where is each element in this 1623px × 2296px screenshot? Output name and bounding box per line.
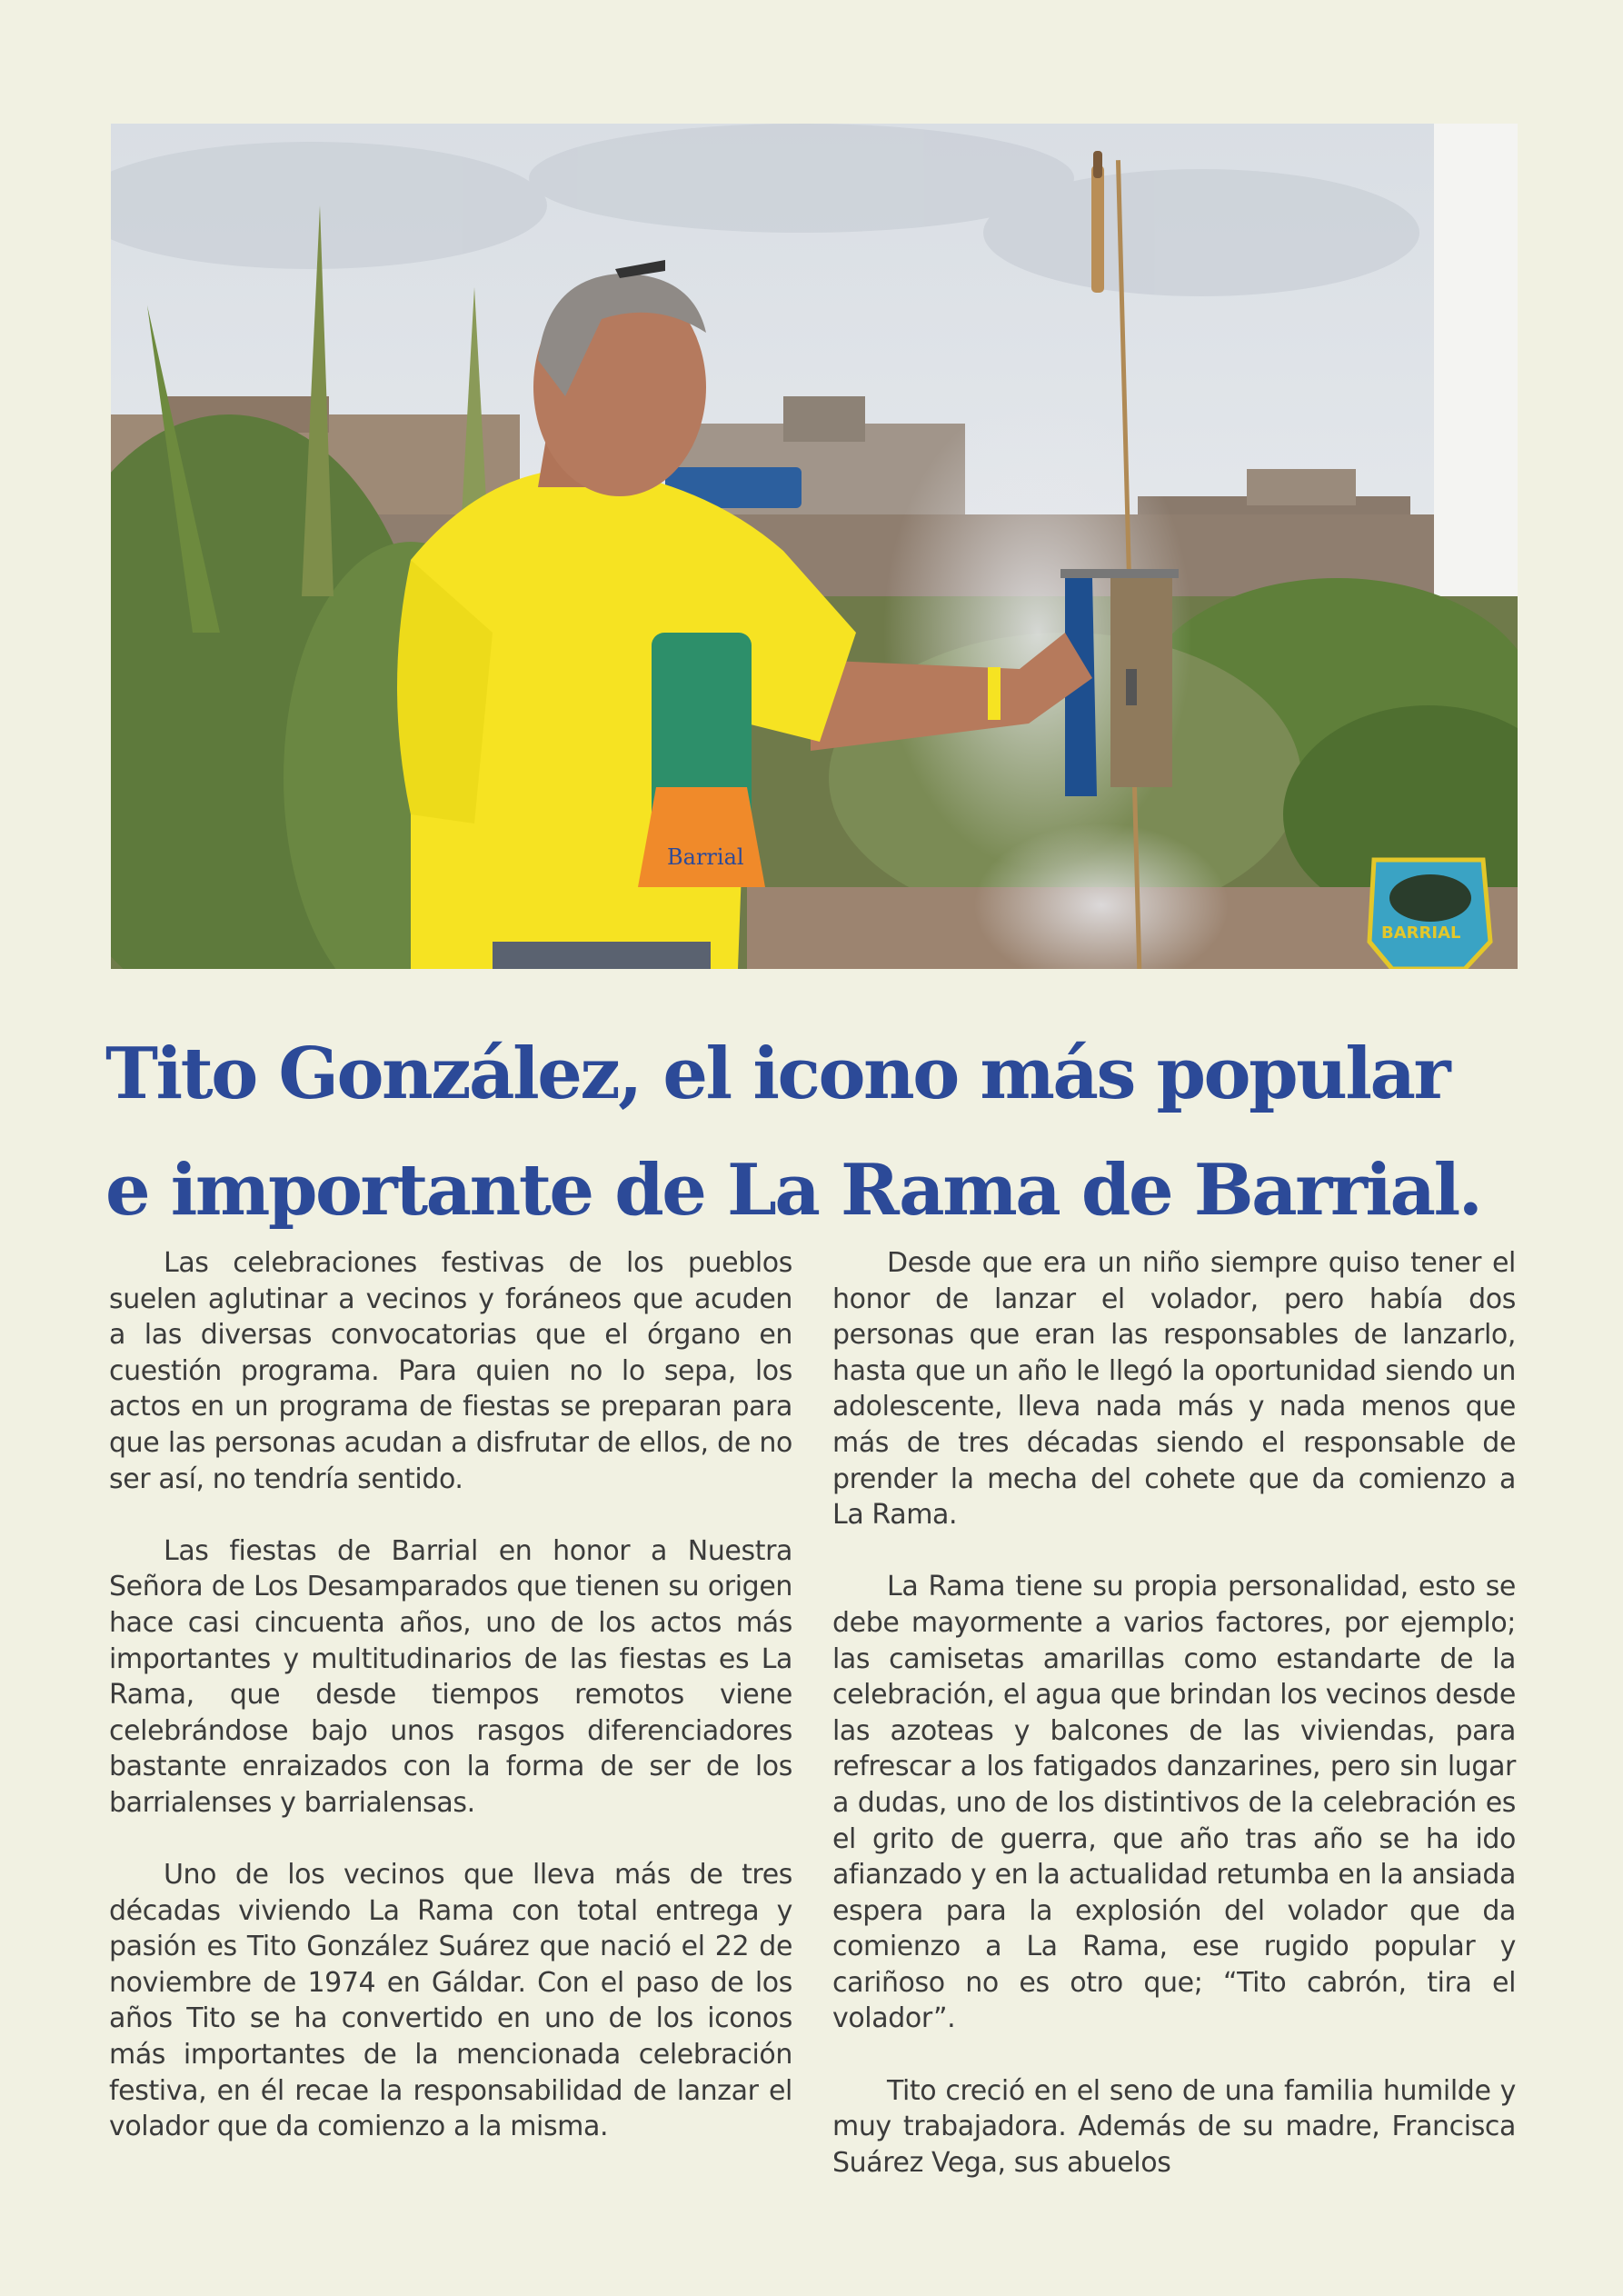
paragraph: Las celebraciones festivas de los pueblos suelen aglutinar a vecinos y foráneos que acuden a las diversas convocatorias que el órgano en cuestión programa. Para quien no lo sepa, los actos en un programa de fiestas se preparan para que las personas acudan a disfrutar de ellos, de no ser así, no tendría sentido. bbox=[109, 1247, 792, 1495]
hero-photo bbox=[111, 124, 1518, 969]
paragraph: Las fiestas de Barrial en honor a Nuestra Señora de Los Desamparados que tienen su origen hace casi cincuenta años, uno de los actos más importantes y multitudinarios de las fiestas es La Rama, que desde tiempos remotos viene celebrándose bajo unos rasgos diferenciadores bastante enraizados con la forma de ser de los barrialenses y barrialensas. bbox=[109, 1534, 792, 1819]
title-line-2: e importante de La Rama de Barrial. bbox=[105, 1149, 1481, 1232]
right-column bbox=[832, 1245, 1516, 2181]
paragraph: Uno de los vecinos que lleva más de tres décadas viviendo La Rama con total entrega y pasión es Tito González Suárez que nació el 22 de noviembre de 1974 en Gáldar. Con el paso de los años Tito se ha convertido en uno de los iconos más importantes de la mencionada celebración festiva, en él recae la responsabilidad de lanzar el volador que da comienzo a la misma. bbox=[109, 1859, 792, 2143]
title-line-1: Tito González, el icono más popular bbox=[105, 1033, 1449, 1115]
shirt-print-text: Barrial bbox=[667, 844, 744, 870]
paragraph: Tito creció en el seno de una familia humilde y muy trabajadora. Además de su madre, Francisca Suárez Vega, sus abuelos bbox=[832, 2074, 1516, 2179]
article-title bbox=[105, 1016, 1523, 1249]
white-wall bbox=[1434, 124, 1518, 633]
barrial-badge bbox=[1369, 860, 1490, 969]
badge-text: BARRIAL bbox=[1381, 923, 1461, 943]
paragraph: Desde que era un niño siempre quiso tener el honor de lanzar el volador, pero había dos personas que eran las responsables de lanzarlo, hasta que un año le llegó la oportunidad siendo un adolescente, lleva nada más y nada menos que más de tres décadas siendo el responsable de prender la mecha del cohete que da comienzo a La Rama. bbox=[832, 1247, 1516, 1532]
photo-illustration bbox=[111, 124, 1518, 969]
paragraph: La Rama tiene su propia personalidad, esto se debe mayormente a varios factores, por ejemplo; las camisetas amarillas como estandarte de la celebración, el agua que brindan los vecinos desde las azoteas y balcones de las viviendas, para refrescar a los fatigados danzarines, pero sin lugar a dudas, uno de los distintivos de la celebración es el grito de guerra, que año tras año se ha ido afianzado y en la actualidad retumba en la ansiada espera para la explosión del volador que da comienzo a La Rama, ese rugido popular y cariñoso no es otro que; “Tito cabrón, tira el volador”. bbox=[832, 1571, 1516, 2035]
shirt-print bbox=[638, 633, 765, 887]
left-column bbox=[109, 1245, 792, 2145]
